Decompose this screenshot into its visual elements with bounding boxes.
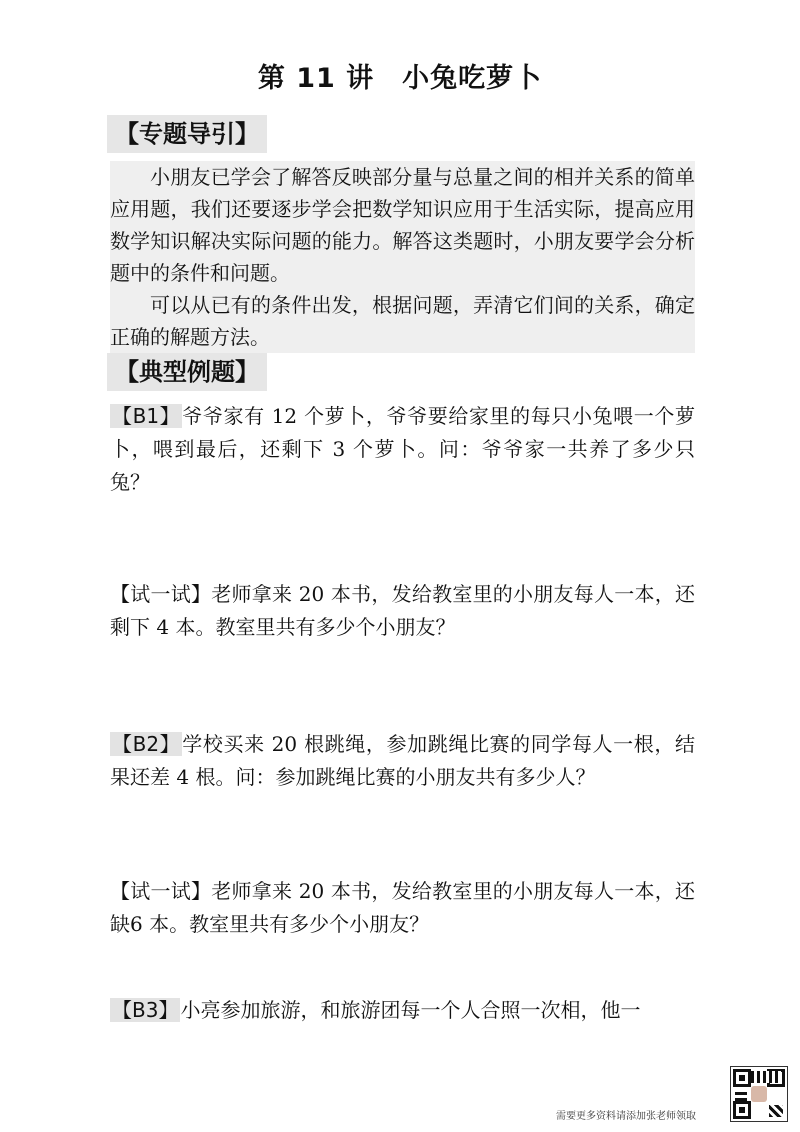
intro-paragraph-1: 小朋友已学会了解答反映部分量与总量之间的相并关系的简单应用题，我们还要逐步学会把数学知识应用于生活实际，提高应用数学知识解决实际问题的能力。解答这类题时，小朋友要学会分析题中的条件和问题。 (110, 165, 695, 285)
problem-text: 老师拿来 20 本书，发给教室里的小朋友每人一本，还缺6 本。教室里共有多少个小朋友？ (110, 879, 696, 936)
problem-tag: 【试一试】 (110, 582, 212, 606)
section-header-examples: 【典型例题】 (107, 353, 267, 391)
problem-text: 学校买来 20 根跳绳，参加跳绳比赛的同学每人一根，结果还差 4 根。问：参加跳绳比赛的小朋友共有多少人？ (110, 732, 695, 789)
problem-b2 (110, 728, 695, 794)
problem-tag: 【B2】 (112, 732, 181, 756)
qr-code-icon (730, 1066, 788, 1122)
problem-tag: 【B1】 (112, 404, 181, 428)
problem-try-1 (110, 578, 695, 644)
problem-b3 (110, 994, 695, 1027)
intro-block (110, 161, 695, 353)
problem-b1 (110, 400, 695, 499)
problem-text: 爷爷家有 12 个萝卜，爷爷要给家里的每只小兔喂一个萝卜，喂到最后，还剩下 3 个萝卜。问：爷爷家一共养了多少只兔？ (110, 404, 695, 494)
intro-paragraph-2: 可以从已有的条件出发，根据问题，弄清它们间的关系，确定正确的解题方法。 (110, 293, 695, 349)
section-header-guide: 【专题导引】 (107, 115, 267, 153)
problem-text: 老师拿来 20 本书，发给教室里的小朋友每人一本，还剩下 4 本。教室里共有多少个小朋友？ (110, 582, 696, 639)
problem-tag: 【B3】 (112, 998, 179, 1022)
problem-try-2 (110, 875, 695, 941)
footer-note: 需要更多资料请添加张老师领取 (556, 1111, 696, 1122)
avatar (751, 1086, 767, 1102)
problem-tag: 【试一试】 (110, 879, 212, 903)
problem-text: 小亮参加旅游，和旅游团每一个人合照一次相，他一 (180, 998, 641, 1022)
page-title: 第 11 讲 小兔吃萝卜 (257, 63, 543, 94)
